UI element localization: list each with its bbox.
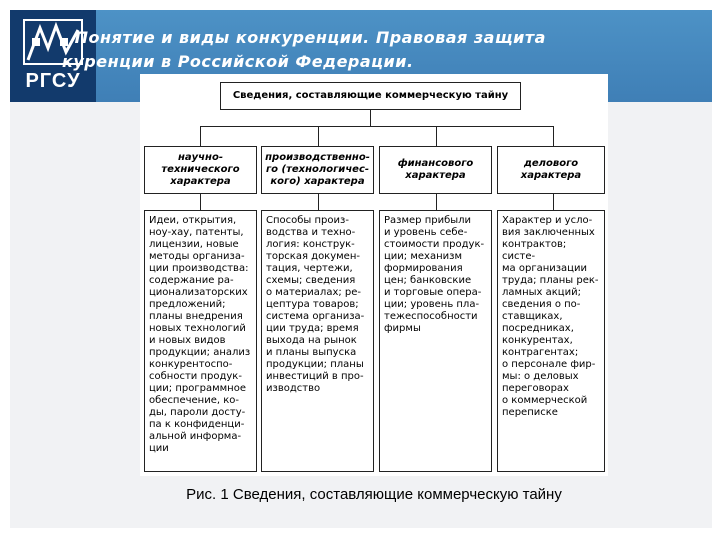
connector-cat-4 bbox=[553, 126, 554, 146]
connector-cat-3 bbox=[436, 126, 437, 146]
detail-node-financial: Размер прибыли и уровень себе- стоимости продук- ции; механизм формирования цен; банковские и торговые опера- ции; уровень пла- тежеспособности фирмы bbox=[379, 210, 492, 472]
connector-detail-4 bbox=[553, 194, 554, 210]
connector-horizontal bbox=[200, 126, 553, 127]
slide-title: . Понятие и виды конкуренции. Правовая защита куренции в Российской Федерации. bbox=[62, 28, 546, 71]
detail-node-scientific-technical: Идеи, открытия, ноу-хау, патенты, лицензии, новые методы организа- ции производства: содержание ра- ционализаторских предложений; планы внедрения новых технологий и новых видов продукции; анализ конкурентоспо- собности продук- ции; программное обеспечение, ко- ды, пароли досту- па к конфиденци- альной информа- ции bbox=[144, 210, 257, 472]
connector-detail-3 bbox=[436, 194, 437, 210]
diagram-figure bbox=[140, 74, 608, 476]
category-node-scientific-technical: научно- технического характера bbox=[144, 146, 257, 194]
category-node-business: делового характера bbox=[497, 146, 605, 194]
connector-detail-1 bbox=[200, 194, 201, 210]
root-node: Сведения, составляющие коммерческую тайну bbox=[220, 82, 521, 110]
figure-caption: Рис. 1 Сведения, составляющие коммерческую тайну bbox=[186, 486, 562, 503]
category-node-production: производственно- го (технологичес- кого) характера bbox=[261, 146, 374, 194]
connector-root-vertical bbox=[370, 110, 371, 126]
category-node-financial: финансового характера bbox=[379, 146, 492, 194]
connector-cat-1 bbox=[200, 126, 201, 146]
connector-cat-2 bbox=[318, 126, 319, 146]
connector-detail-2 bbox=[318, 194, 319, 210]
detail-node-business: Характер и усло- вия заключенных контрактов; систе- ма организации труда; планы рек- ламных акций; сведения о по- ставщиках, посредниках, конкурентах, контрагентах; о персонале фир- мы: о деловых переговорах о коммерческой переписке bbox=[497, 210, 605, 472]
logo-text: РГСУ bbox=[25, 70, 81, 92]
detail-node-production: Способы произ- водства и техно- логия: конструк- торская докумен- тация, чертежи, схемы; сведения о материалах; ре- цептура товаров; система организа- ции труда; время выхода на рынок и планы выпуска продукции; планы инвестиций в про- изводство bbox=[261, 210, 374, 472]
